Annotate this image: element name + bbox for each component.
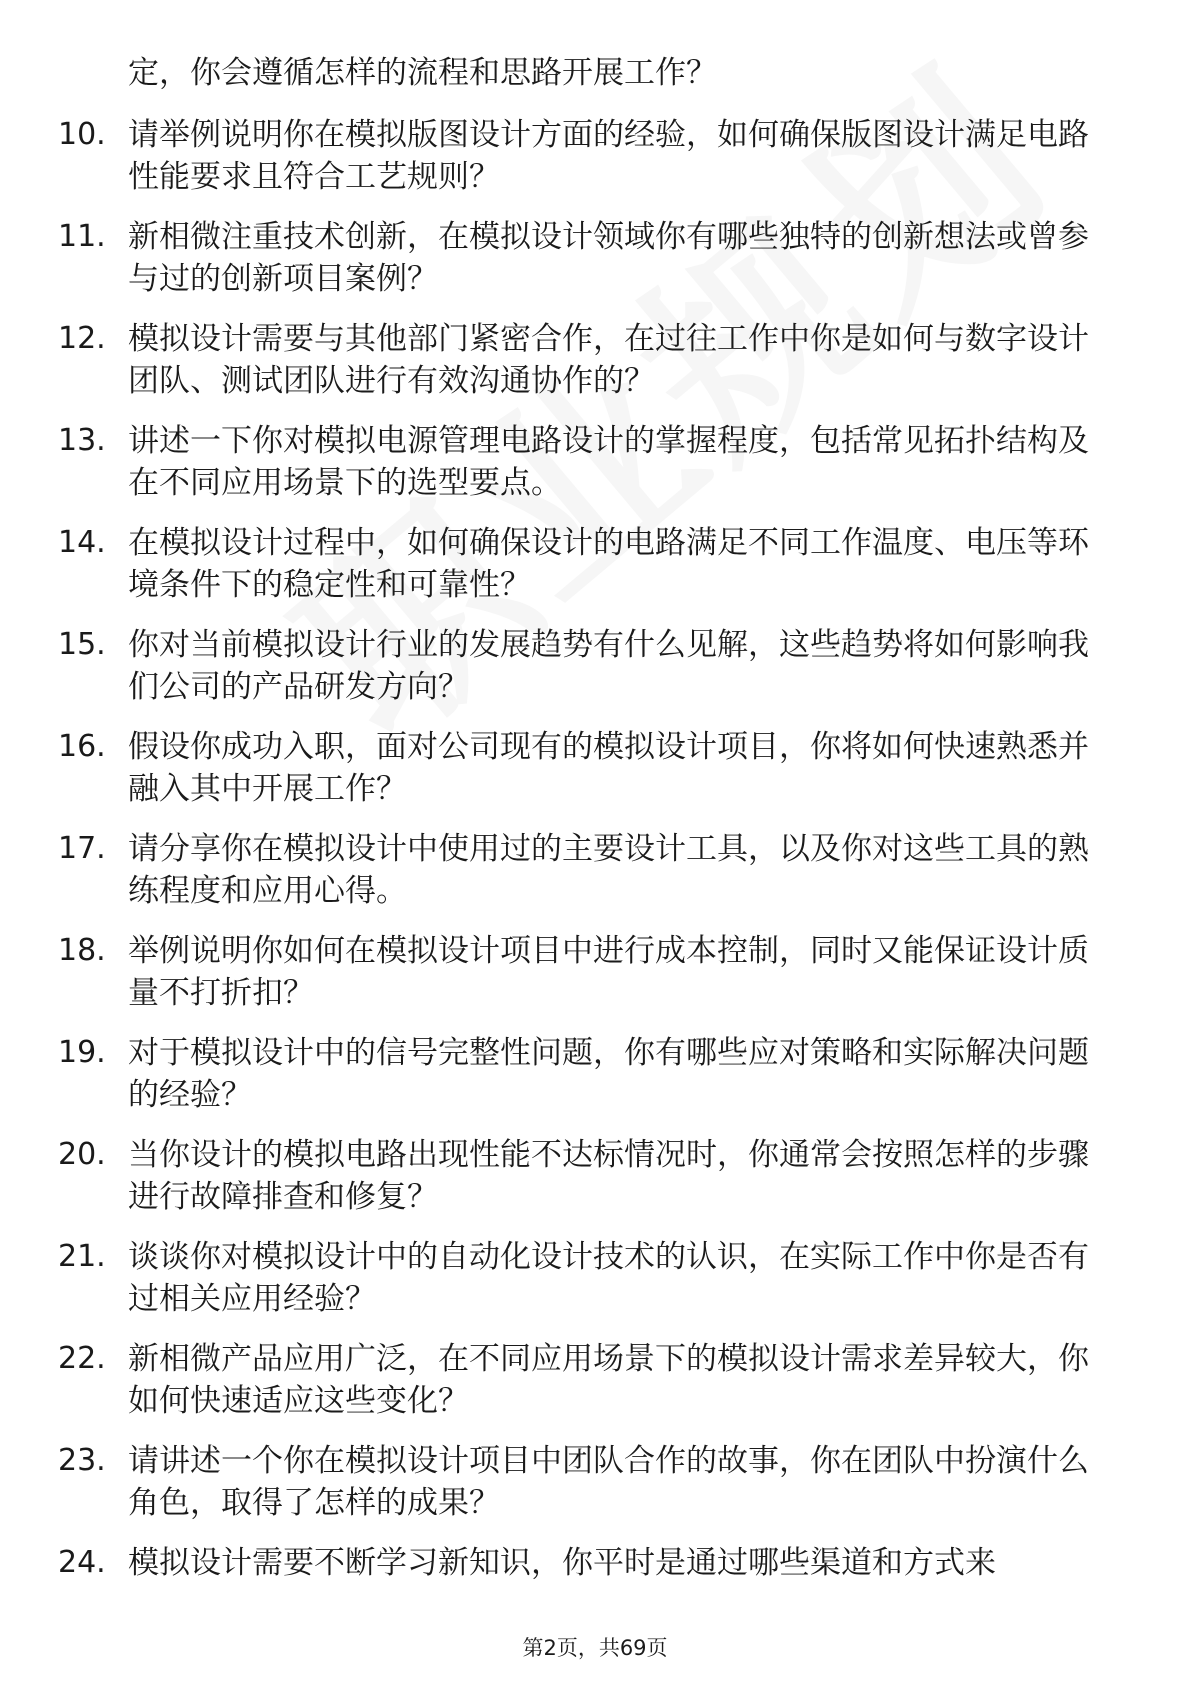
question-item xyxy=(0,1236,1190,1338)
question-text: 讲述一下你对模拟电源管理电路设计的掌握程度，包括常见拓扑结构及在不同应用场景下的选型要点。 xyxy=(128,423,1089,501)
question-text: 举例说明你如何在模拟设计项目中进行成本控制，同时又能保证设计质量不打折扣？ xyxy=(128,933,1089,1011)
question-text: 假设你成功入职，面对公司现有的模拟设计项目，你将如何快速熟悉并融入其中开展工作？ xyxy=(128,729,1089,807)
question-text: 当你设计的模拟电路出现性能不达标情况时，你通常会按照怎样的步骤进行故障排查和修复？ xyxy=(128,1137,1089,1215)
question-list xyxy=(0,114,1190,1644)
question-item xyxy=(0,1542,1190,1644)
question-number: 17. xyxy=(58,831,106,866)
question-text: 请分享你在模拟设计中使用过的主要设计工具，以及你对这些工具的熟练程度和应用心得。 xyxy=(128,831,1089,909)
question-number: 19. xyxy=(58,1035,106,1070)
question-number: 14. xyxy=(58,525,106,560)
question-number: 20. xyxy=(58,1137,106,1172)
question-number: 23. xyxy=(58,1443,106,1478)
question-text: 请举例说明你在模拟版图设计方面的经验，如何确保版图设计满足电路性能要求且符合工艺规则？ xyxy=(128,117,1089,195)
question-text: 请讲述一个你在模拟设计项目中团队合作的故事，你在团队中扮演什么角色，取得了怎样的成果？ xyxy=(128,1443,1089,1521)
question-text: 模拟设计需要与其他部门紧密合作，在过往工作中你是如何与数字设计团队、测试团队进行有效沟通协作的？ xyxy=(128,321,1089,399)
question-text: 新相微注重技术创新，在模拟设计领域你有哪些独特的创新想法或曾参与过的创新项目案例？ xyxy=(128,219,1089,297)
question-text: 对于模拟设计中的信号完整性问题，你有哪些应对策略和实际解决问题的经验？ xyxy=(128,1035,1089,1113)
question-item xyxy=(0,1338,1190,1440)
question-item xyxy=(0,726,1190,828)
question-number: 16. xyxy=(58,729,106,764)
page-footer: 第2页，共69页 xyxy=(522,1636,668,1660)
question-item xyxy=(0,930,1190,1032)
question-number: 22. xyxy=(58,1341,106,1376)
question-item xyxy=(0,1440,1190,1542)
question-number: 12. xyxy=(58,321,106,356)
question-item xyxy=(0,216,1190,318)
question-number: 18. xyxy=(58,933,106,968)
question-text: 新相微产品应用广泛，在不同应用场景下的模拟设计需求差异较大，你如何快速适应这些变化？ xyxy=(128,1341,1089,1419)
question-text: 在模拟设计过程中，如何确保设计的电路满足不同工作温度、电压等环境条件下的稳定性和可靠性？ xyxy=(128,525,1089,603)
question-item xyxy=(0,522,1190,624)
question-number: 10. xyxy=(58,117,106,152)
question-number: 15. xyxy=(58,627,106,662)
question-text: 你对当前模拟设计行业的发展趋势有什么见解，这些趋势将如何影响我们公司的产品研发方向？ xyxy=(128,627,1089,705)
question-item xyxy=(0,1134,1190,1236)
question-text: 谈谈你对模拟设计中的自动化设计技术的认识，在实际工作中你是否有过相关应用经验？ xyxy=(128,1239,1089,1317)
question-item xyxy=(0,828,1190,930)
question-number: 13. xyxy=(58,423,106,458)
question-item xyxy=(0,114,1190,216)
question-number: 21. xyxy=(58,1239,106,1274)
question-text: 模拟设计需要不断学习新知识，你平时是通过哪些渠道和方式来 xyxy=(128,1545,996,1581)
question-item xyxy=(0,318,1190,420)
question-number: 11. xyxy=(58,219,106,254)
question-item xyxy=(0,420,1190,522)
continuation-text: 定，你会遵循怎样的流程和思路开展工作？ xyxy=(128,55,717,91)
question-item xyxy=(0,1032,1190,1134)
question-item xyxy=(0,624,1190,726)
question-number: 24. xyxy=(58,1545,106,1580)
